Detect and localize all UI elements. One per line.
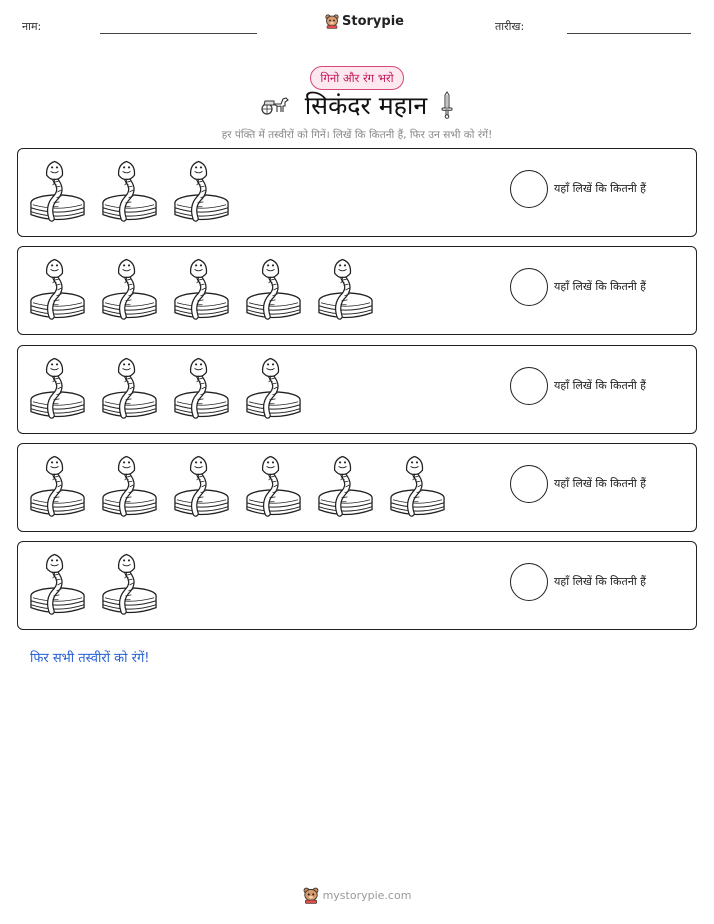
- count-row-3: [17, 345, 697, 434]
- color-instruction: फिर सभी तस्वीरों को रंगें!: [30, 651, 150, 666]
- chariot-horse-icon: [261, 94, 291, 116]
- answer-prompt: यहाँ लिखें कि कितनी हैं: [554, 379, 647, 392]
- cobra-in-basket-icon[interactable]: [316, 257, 375, 323]
- cobra-in-basket-icon[interactable]: [172, 159, 231, 225]
- date-field-line[interactable]: [567, 33, 691, 34]
- answer-prompt: यहाँ लिखें कि कितनी हैं: [554, 575, 647, 588]
- storypie-mascot-icon: [325, 13, 339, 29]
- count-row-2: [17, 246, 697, 335]
- answer-prompt: यहाँ लिखें कि कितनी हैं: [554, 280, 647, 293]
- cobra-in-basket-icon[interactable]: [244, 454, 303, 520]
- cobra-in-basket-icon[interactable]: [244, 356, 303, 422]
- cobra-in-basket-icon[interactable]: [172, 454, 231, 520]
- activity-badge: गिनो और रंग भरो: [310, 66, 404, 90]
- cobra-in-basket-icon[interactable]: [172, 257, 231, 323]
- picture-group: [28, 356, 303, 422]
- picture-group: [28, 257, 375, 323]
- picture-group: [28, 552, 159, 618]
- cobra-in-basket-icon[interactable]: [100, 257, 159, 323]
- answer-prompt: यहाँ लिखें कि कितनी हैं: [554, 182, 647, 195]
- picture-group: [28, 159, 231, 225]
- storypie-mascot-icon: [303, 886, 319, 904]
- cobra-in-basket-icon[interactable]: [172, 356, 231, 422]
- cobra-in-basket-icon[interactable]: [28, 454, 87, 520]
- answer-circle[interactable]: [510, 563, 548, 601]
- cobra-in-basket-icon[interactable]: [388, 454, 447, 520]
- sword-icon: [441, 91, 453, 119]
- cobra-in-basket-icon[interactable]: [28, 159, 87, 225]
- count-row-1: [17, 148, 697, 237]
- brand-logo: [325, 13, 404, 29]
- page-title: सिकंदर महान: [304, 91, 428, 120]
- cobra-in-basket-icon[interactable]: [244, 257, 303, 323]
- date-label: तारीख:: [495, 20, 525, 33]
- title-row: [0, 88, 714, 122]
- answer-circle[interactable]: [510, 465, 548, 503]
- answer-prompt: यहाँ लिखें कि कितनी हैं: [554, 477, 647, 490]
- brand-name: Storypie: [342, 13, 404, 29]
- cobra-in-basket-icon[interactable]: [100, 454, 159, 520]
- cobra-in-basket-icon[interactable]: [28, 257, 87, 323]
- cobra-in-basket-icon[interactable]: [28, 356, 87, 422]
- name-label: नाम:: [22, 20, 42, 33]
- count-row-5: [17, 541, 697, 630]
- answer-circle[interactable]: [510, 170, 548, 208]
- answer-circle[interactable]: [510, 268, 548, 306]
- answer-circle[interactable]: [510, 367, 548, 405]
- instructions: हर पंक्ति में तस्वीरों को गिनें। लिखें कि कितनी हैं, फिर उन सभी को रंगें!: [221, 129, 493, 141]
- cobra-in-basket-icon[interactable]: [28, 552, 87, 618]
- count-row-4: [17, 443, 697, 532]
- cobra-in-basket-icon[interactable]: [316, 454, 375, 520]
- cobra-in-basket-icon[interactable]: [100, 356, 159, 422]
- cobra-in-basket-icon[interactable]: [100, 159, 159, 225]
- name-field-line[interactable]: [100, 33, 257, 34]
- site-footer: [0, 886, 714, 904]
- cobra-in-basket-icon[interactable]: [100, 552, 159, 618]
- picture-group: [28, 454, 447, 520]
- site-url: mystorypie.com: [322, 888, 412, 902]
